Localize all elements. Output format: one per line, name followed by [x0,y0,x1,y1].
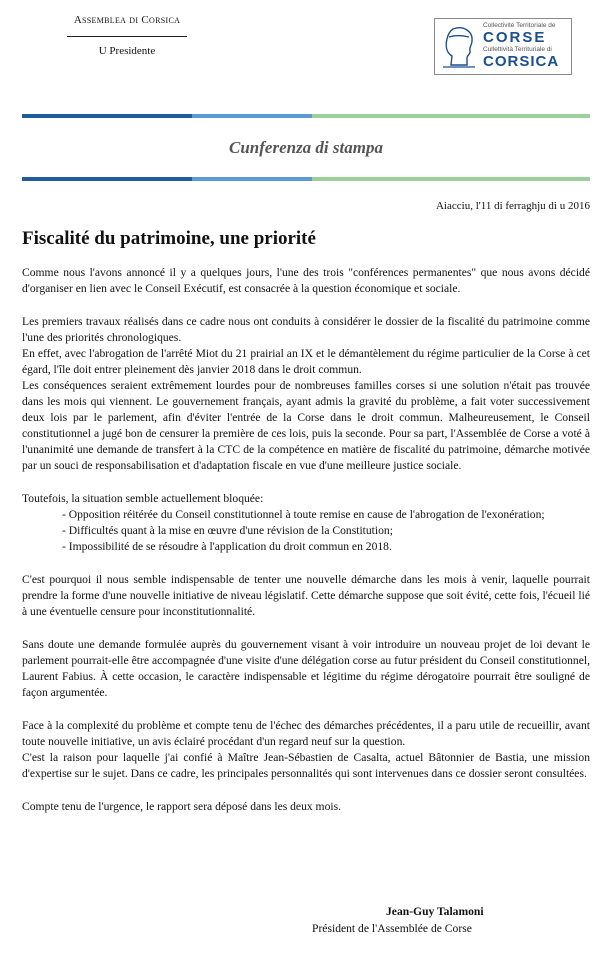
document-title: Fiscalité du patrimoine, une priorité [22,228,316,249]
letterhead [52,14,202,57]
signature-name: Jean-Guy Talamoni [386,905,484,918]
paragraph-6b: C'est la raison pour laquelle j'ai confié à Maître Jean-Sébastien de Casalta, actuel Bâtonnier de Bastia, une mission d'expertise sur le sujet. Dans ce cadre, les principales personnalités qui sont intervenues dans ce dossier seront consultées. [22,751,590,780]
top-color-band [22,114,590,118]
paragraph-2a: Les premiers travaux réalisés dans ce cadre nous ont conduits à considérer le dossier de la fiscalité du patrimoine comme l'une des priorités chronologiques. [22,315,590,344]
paragraph-2c: Les conséquences seraient extrêmement lourdes pour de nombreuses familles corses si une solution n'était pas trouvée dans les mois qui viennent. Le gouvernement français, ayant admis la gravité du problème, a fait voter successivement deux lois par le parlement, afin d'éviter l'entrée de la Corse dans le droit commun. Malheureusement, le Conseil constitutionnel a jugé bon de censurer la première de ces lois, puis la seconde. Pour sa part, l'Assemblée de Corse a voté à l'unanimité une demande de transfert à la CTC de la compétence en matière de fiscalité du patrimoine, démarche motivée par un souci de responsabilisation et d'adaptation fiscale en vue d'une meilleure justice sociale. [22,379,590,472]
list-item: - Difficultés quant à la mise en œuvre d'une révision de la Constitution; [62,524,393,537]
list-item: - Opposition réitérée du Conseil constitutionnel à toute remise en cause de l'abrogation de l'exonération; [62,508,545,521]
logo-line-4: CORSICA [483,53,560,70]
bottom-color-band [22,177,590,181]
paragraph-6a: Face à la complexité du problème et compte tenu de l'échec des démarches précédentes, il a paru utile de recueillir, avant toute nouvelle initiative, un avis éclairé procédant d'un regard neuf sur la question. [22,719,590,748]
logo-line-3: Cullettività Territuriale di [483,46,552,53]
date-line: Aiacciu, l'11 di ferraghju di u 2016 [435,200,590,212]
paragraph-4: C'est pourquoi il nous semble indispensable de tenter une nouvelle démarche dans les mois à venir, laquelle pourrait prendre la forme d'une nouvelle initiative de niveau législatif. Cette démarche suppose que soit évité, cette fois, l'écueil lié à une éventuelle censure pour inconstitutionnalité. [22,573,590,618]
paragraph-7: Compte tenu de l'urgence, le rapport sera déposé dans les deux mois. [22,800,342,813]
header-divider [67,36,187,37]
paragraph-1: Comme nous l'avons annoncé il y a quelques jours, l'une des trois "conférences permanentes" que nous avons décidé d'organiser en lien avec le Conseil Exécutif, est consacrée à la question économique et sociale. [22,266,590,295]
paragraph-5: Sans doute une demande formulée auprès du gouvernement visant à voir introduire un nouveau projet de loi devant le parlement pourrait-elle être accompagnée d'une visite d'une délégation corse au futur président du Conseil constitutionnel, Laurent Fabius. À cette occasion, le caractère indispensable et légitime du régime dérogatoire pourrait être souligné de façon argumentée. [22,638,590,699]
conference-title: Cunferenza di stampa [229,138,383,157]
collectivite-logo [434,18,572,75]
blocked-points-list [22,507,590,555]
logo-line-1: Collectivité Territoriale de [483,22,556,29]
president-label: U Presidente [98,45,156,57]
document-body [22,265,590,815]
profile-head-icon [439,23,479,69]
signature-role: Président de l'Assemblée de Corse [312,922,472,935]
list-item: - Impossibilité de se résoudre à l'application du droit commun en 2018. [62,540,392,553]
paragraph-2b: En effet, avec l'abrogation de l'arrêté Miot du 21 prairial an IX et le démantèlement du régime particulier de la Corse à cet égard, l'île doit entrer pleinement dès janvier 2018 dans le droit commun. [22,347,590,376]
logo-line-2: CORSE [483,29,547,46]
paragraph-3: Toutefois, la situation semble actuellement bloquée: [22,492,264,505]
assembly-name: Assemblea di Corsica [73,14,181,26]
